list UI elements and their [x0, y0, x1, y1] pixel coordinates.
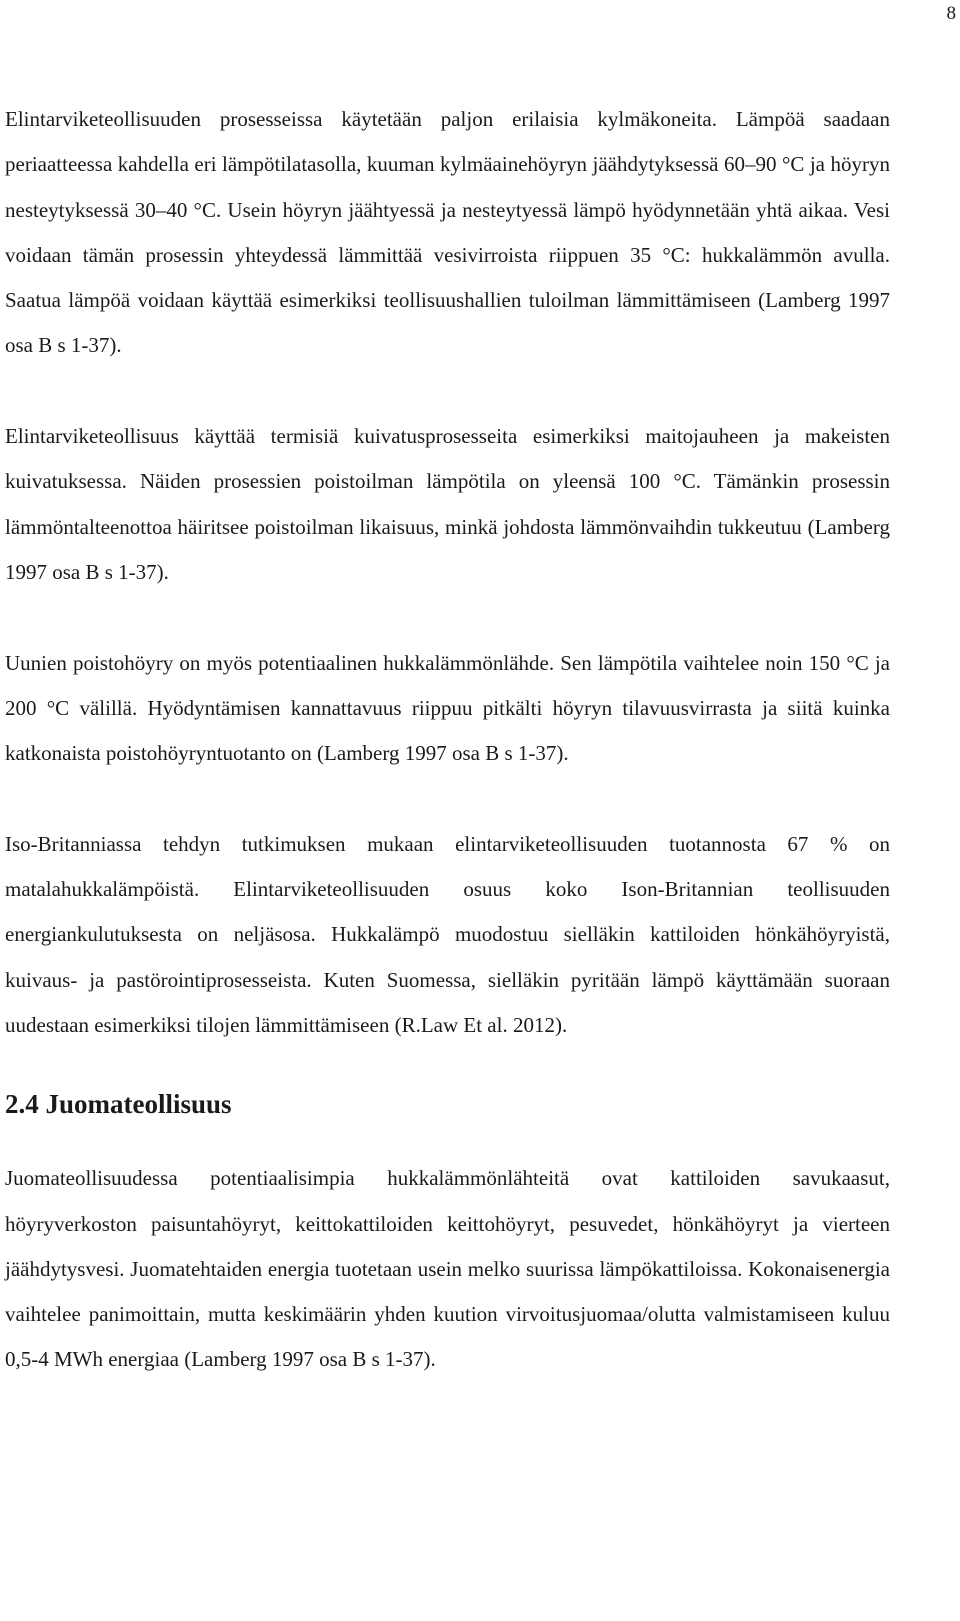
section-heading: 2.4 Juomateollisuus	[5, 1089, 232, 1120]
paragraph-uk-study: Iso-Britanniassa tehdyn tutkimuksen mukaan elintarviketeollisuuden tuotannosta 67 % on matalahukkalämpöistä. Elintarviketeollisuuden osuus koko Ison-Britannian teollisuuden energiankulutuksesta on neljäsosa. Hukkalämpö muodostuu sielläkin kattiloiden hönkähöyryistä, kuivaus- ja pastörointiprosesseista. Kuten Suomessa, sielläkin pyritään lämpö käyttämään suoraan uudestaan esimerkiksi tilojen lämmittämiseen (R.Law Et al. 2012).	[5, 831, 890, 1037]
paragraph-drying-processes: Elintarviketeollisuus käyttää termisiä kuivatusprosesseita esimerkiksi maitojauheen ja makeisten kuivatuksessa. Näiden prosessien poistoilman lämpötila on yleensä 100 °C. Tämänkin prosessin lämmöntalteenottoa häiritsee poistoilman likaisuus, minkä johdosta lämmönvaihdin tukkeutuu (Lamberg 1997 osa B s 1-37).	[5, 424, 890, 584]
page-number: 8	[946, 3, 956, 24]
paragraph-refrigeration: Elintarviketeollisuuden prosesseissa käytetään paljon erilaisia kylmäkoneita. Lämpöä saadaan periaatteessa kahdella eri lämpötilatasolla, kuuman kylmäainehöyryn jäähdytyksessä 60–90 °C ja höyryn nesteytyksessä 30–40 °C. Usein höyryn jäähtyessä ja nesteytyessä lämpö hyödynnetään yhtä aikaa. Vesi voidaan tämän prosessin yhteydessä lämmittää vesivirroista riippuen 35 °C: hukkalämmön avulla. Saatua lämpöä voidaan käyttää esimerkiksi teollisuushallien tuloilman lämmittämiseen (Lamberg 1997 osa B s 1-37).	[5, 107, 890, 358]
paragraph-oven-exhaust: Uunien poistohöyry on myös potentiaalinen hukkalämmönlähde. Sen lämpötila vaihtelee noin 150 °C ja 200 °C välillä. Hyödyntämisen kannattavuus riippuu pitkälti höyryn tilavuusvirrasta ja siitä kuinka katkonaista poistohöyryntuotanto on (Lamberg 1997 osa B s 1-37).	[5, 650, 890, 766]
document-body	[5, 97, 890, 1383]
paragraph-beverage-industry: Juomateollisuudessa potentiaalisimpia hukkalämmönlähteitä ovat kattiloiden savukaasut, höyryverkoston paisuntahöyryt, keittokattiloiden keittohöyryt, pesuvedet, hönkähöyryt ja vierteen jäähdytysvesi. Juomatehtaiden energia tuotetaan usein melko suurissa lämpökattiloissa. Kokonaisenergia vaihtelee panimoittain, mutta keskimäärin yhden kuution virvoitusjuomaa/olutta valmistamiseen kuluu 0,5-4 MWh energiaa (Lamberg 1997 osa B s 1-37).	[5, 1166, 890, 1372]
